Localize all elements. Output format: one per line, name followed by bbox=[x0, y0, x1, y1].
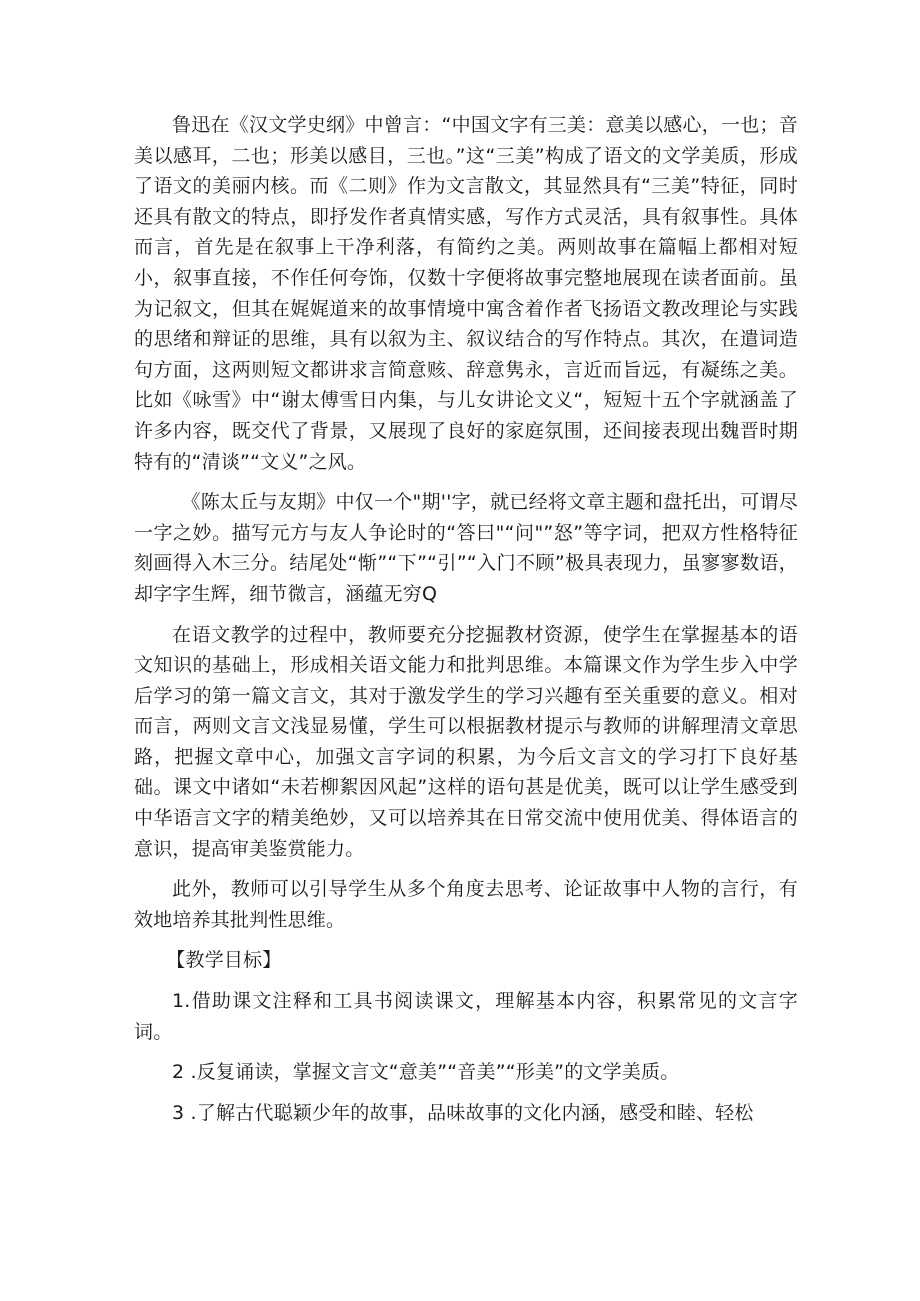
objective-item-2: 2 .反复诵读，掌握文言文“意美”“音美”“形美”的文学美质。 bbox=[172, 1061, 680, 1084]
paragraph-teaching-process: 在语文教学的过程中，教师要充分挖掘教材资源，使学生在掌握基本的语文知识的基础上，形成相关语文能力和批判思维。本篇课文作为学生步入中学后学习的第一篇文言文，其对于激发学生的学习兴趣有至关重要的意义。相对而言，两则文言文浅显易懂，学生可以根据教材提示与教师的讲解理清文章思路，把握文章中心，加强文言字词的积累，为今后文言文的学习打下良好基础。课文中诸如“未若柳絮因风起”这样的语句甚是优美，既可以让学生感受到中华语言文字的精美绝妙，又可以培养其在日常交流中使用优美、得体语言的意识，提高审美鉴赏能力。 bbox=[134, 623, 798, 860]
paragraph-critical-thinking: 此外，教师可以引导学生从多个角度去思考、论证故事中人物的言行，有效地培养其批判性思维。 bbox=[134, 878, 798, 931]
paragraph-three-beauties: 鲁迅在《汉文学史纲》中曾言：“中国文字有三美：意美以感心，一也；音美以感耳，二也；形美以感目，三也。”这“三美”构成了语文的文学美质，形成了语文的美丽内核。而《二则》作为文言散文，其显然具有“三美”特征，同时还具有散文的特点，即抒发作者真情实感，写作方式灵活，具有叙事性。具体而言，首先是在叙事上干净利落，有简约之美。两则故事在篇幅上都相对短小，叙事直接，不作任何夸饰，仅数十字便将故事完整地展现在读者面前。虽为记叙文，但其在娓娓道来的故事情境中寓含着作者飞扬语文教改理论与实践的思绪和辩证的思维，具有以叙为主、叙议结合的写作特点。其次，在遣词造句方面，这两则短文都讲求言简意赅、辞意隽永，言近而旨远，有凝练之美。比如《咏雪》中“谢太傅雪日内集，与儿女讲论文义“，短短十五个字就涵盖了许多内容，既交代了背景，又展现了良好的家庭氛围，还间接表现出魏晋时期特有的“清谈”“文义”之风。 bbox=[134, 114, 798, 473]
objective-item-3: 3 .了解古代聪颖少年的故事，品味故事的文化内涵，感受和睦、轻松 bbox=[172, 1101, 754, 1124]
document-body bbox=[134, 110, 798, 1138]
paragraph-chen-taiqiu: 《陈太丘与友期》中仅一个"期''字，就已经将文章主题和盘托出，可谓尽一字之妙。描写元方与友人争论时的“答曰"“问"”怒”等字词，把双方性格特征刻画得入木三分。结尾处“惭”“下”“引”“入门不顾”极具表现力，虽寥寥数语，却字字生辉，细节微言，涵蕴无穷Q bbox=[134, 491, 798, 605]
objectives-heading: 【教学目标】 bbox=[166, 949, 282, 972]
objective-item-1: 1.借助课文注释和工具书阅读课文，理解基本内容，积累常见的文言字词。 bbox=[134, 990, 798, 1043]
